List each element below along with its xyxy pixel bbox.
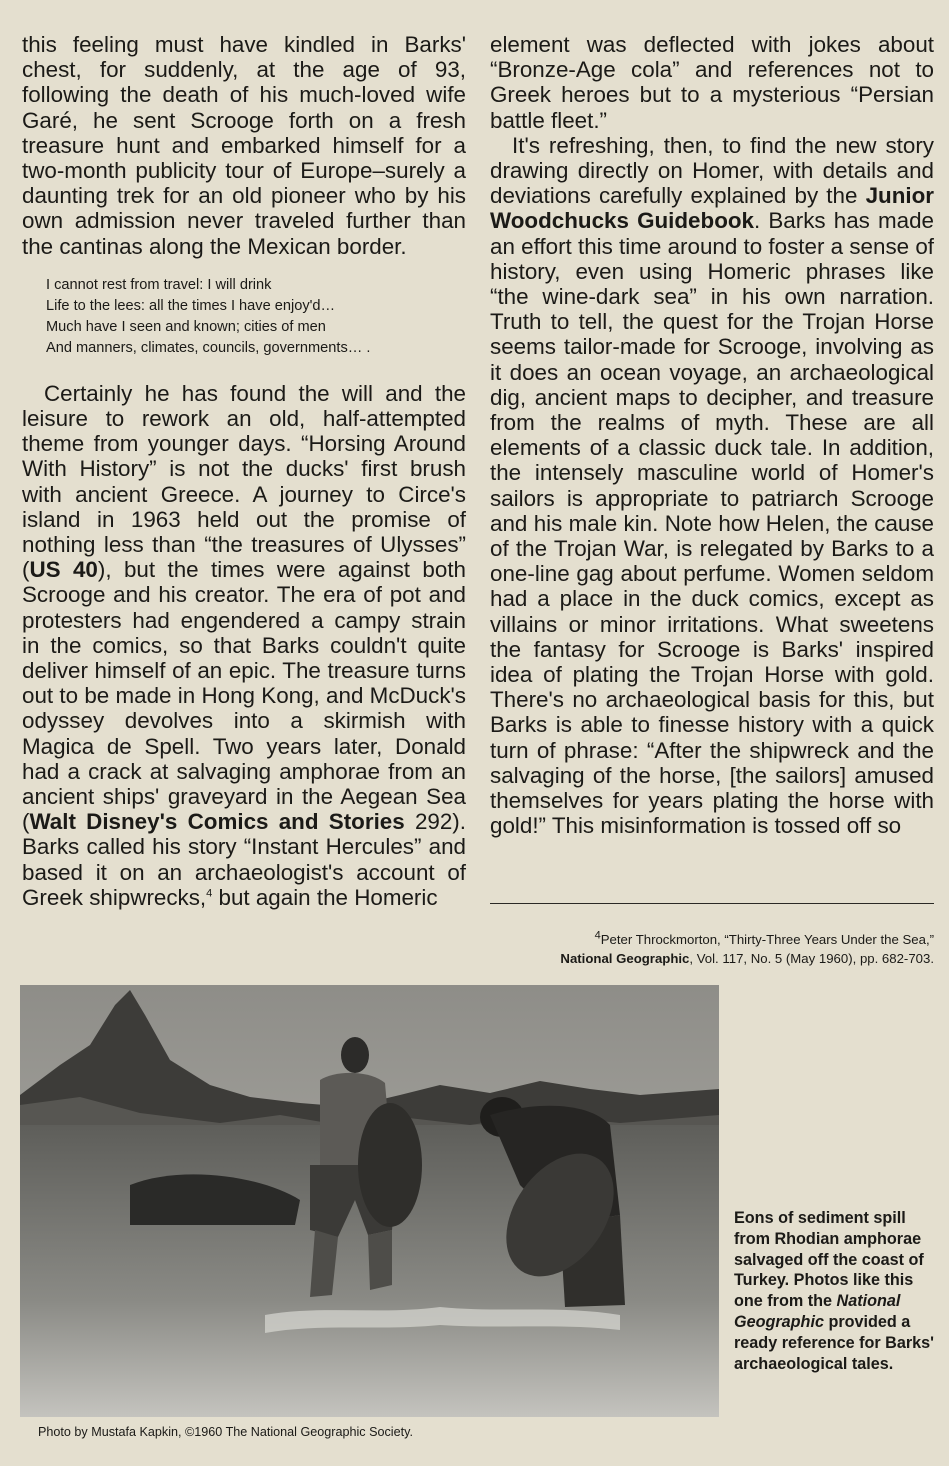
text-run: 292). Barks called his story “Instant Hercules” and based it on an archaeologist's account of Greek shipwrecks, [22,809,466,910]
left-column [22,32,466,910]
verse-line: I cannot rest from travel: I will drink [46,276,272,293]
photo-illustration [20,985,719,1417]
text-run: but again the Homeric [212,884,438,910]
footnote [490,930,934,968]
diver-head [341,1037,369,1073]
photo-caption [734,1208,934,1374]
text-run: Certainly he has found the will and the leisure to rework an old, half-attempted theme from younger days. “Horsing Around With History” is not the ducks' first brush with ancient Greece. A journey to Circe's island in 1963 held out the promise of nothing less than “the treasures of Ulysses” ( [22,380,466,583]
footnote-source: National Geographic [560,951,690,966]
body-paragraph [22,381,466,910]
tennyson-verse [46,275,466,359]
body-paragraph [490,133,934,839]
comic-reference: US 40 [29,557,98,583]
photo-credit: Photo by Mustafa Kapkin, ©1960 The National Geographic Society. [38,1425,413,1439]
text-run: . Barks has made an effort this time around to foster a sense of history, even using Homeric phrases like “the wine-dark sea” in his own narration. Truth to tell, the quest for the Trojan Horse seems tailor-made for Scrooge, involving as it does an ocean voyage, an archaeological dig, ancient maps to decipher, and treasure from the realms of myth. These are all elements of a classic duck tale. In addition, the intensely masculine world of Homer's sailors is appropriate to patriarch Scrooge and his male kin. Note how Helen, the cause of the Trojan War, is relegated by Barks to a one-line gag about perfume. Women seldom had a place in the duck comics, except as villains or minor irritations. What sweetens the fantasy for Scrooge is Barks' inspired idea of plating the Trojan Horse with gold. There's no archaeological basis for this, but Barks is able to finesse history with a quick turn of phrase: “After the shipwreck and the salvaging of the horse, [the sailors] amused themselves for years plating the horse with gold!” This misinformation is tossed off so [490,208,934,839]
caption-text: Eons of sediment spill from Rhodian amphorae salvaged off the coast of Turkey. Photos like this one from the [734,1209,924,1311]
footnote-text: , Vol. 117, No. 5 (May 1960), pp. 682-703. [689,951,934,966]
footnote-text: Peter Throckmorton, “Thirty-Three Years Under the Sea,” [600,932,934,947]
verse-line: Much have I seen and known; cities of men [46,318,326,335]
footnote-rule [490,903,934,904]
right-column [490,32,934,839]
caption-text: provided a ready reference for Barks' archaeological tales. [734,1312,935,1373]
footnote-marker: 4 [206,887,213,900]
caption-source: National Geographic [734,1292,901,1331]
amphorae-photo [20,985,719,1417]
amphora [358,1103,422,1227]
text-run: It's refreshing, then, to find the new story drawing directly on Homer, with details and deviations carefully explained by the [490,132,934,209]
verse-line: And manners, climates, councils, governments… . [46,339,371,356]
body-paragraph: element was deflected with jokes about “Bronze-Age cola” and references not to Greek heroes but to a mysterious “Persian battle fleet.” [490,32,934,133]
body-paragraph: this feeling must have kindled in Barks' chest, for suddenly, at the age of 93, following the death of his much-loved wife Garé, he sent Scrooge forth on a fresh treasure hunt and embarked himself for a two-month publicity tour of Europe–surely a daunting trek for an old pioneer who by his own admission never traveled further than the cantinas along the Mexican border. [22,32,466,259]
book-reference: Junior Woodchucks Guidebook [490,183,934,234]
text-run: ), but the times were against both Scrooge and his creator. The era of pot and protesters had engendered a campy strain in the comics, so that Barks couldn't quite deliver himself of an epic. The treasure turns out to be made in Hong Kong, and McDuck's odyssey devolves into a skirmish with Magica de Spell. Two years later, Donald had a crack at salvaging amphorae from an ancient ships' graveyard in the Aegean Sea ( [22,557,467,835]
footnote-marker: 4 [594,929,601,942]
verse-line: Life to the lees: all the times I have enjoy'd… [46,297,336,314]
comic-reference: Walt Disney's Comics and Stories [29,809,405,835]
